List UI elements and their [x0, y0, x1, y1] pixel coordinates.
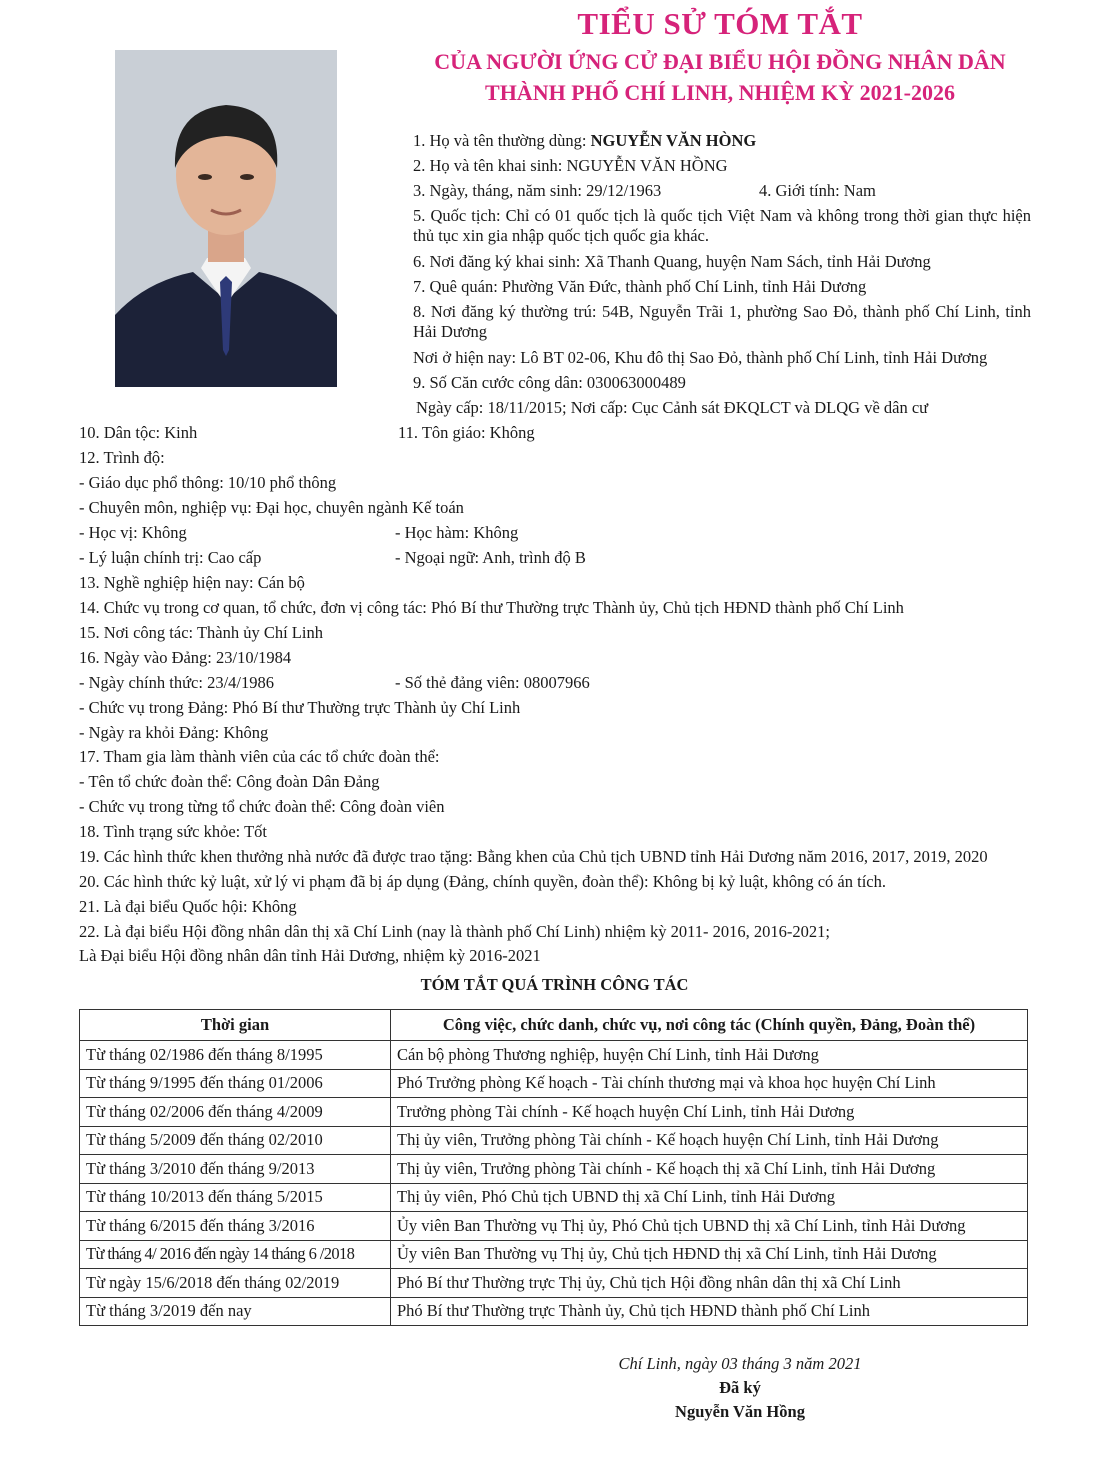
- field-birth-registration: 6. Nơi đăng ký khai sinh: Xã Thanh Quang, huyện Nam Sách, tỉnh Hải Dương: [413, 252, 931, 271]
- table-row: [80, 1240, 1028, 1269]
- table-row: [80, 1126, 1028, 1155]
- field-occupation: 13. Nghề nghiệp hiện nay: Cán bộ: [79, 573, 305, 592]
- cell-time: Từ tháng 02/2006 đến tháng 4/2009: [80, 1098, 391, 1127]
- field-gender: 4. Giới tính: Nam: [759, 181, 876, 200]
- field-academic-title: - Học hàm: Không: [395, 523, 519, 542]
- cell-job: Cán bộ phòng Thương nghiệp, huyện Chí Linh, tỉnh Hải Dương: [391, 1041, 1028, 1070]
- table-row: [80, 1041, 1028, 1070]
- cell-job: Trưởng phòng Tài chính - Kế hoạch huyện Chí Linh, tỉnh Hải Dương: [391, 1098, 1028, 1127]
- cell-time: Từ tháng 10/2013 đến tháng 5/2015: [80, 1183, 391, 1212]
- cell-job: Thị ủy viên, Trưởng phòng Tài chính - Kế hoạch huyện Chí Linh, tỉnh Hải Dương: [391, 1126, 1028, 1155]
- cell-job: Ủy viên Ban Thường vụ Thị ủy, Chủ tịch HĐND thị xã Chí Linh, tỉnh Hải Dương: [391, 1240, 1028, 1269]
- field-education: 12. Trình độ:: [79, 448, 165, 467]
- signature-status: Đã ký: [719, 1378, 761, 1397]
- field-council-delegate: 22. Là đại biểu Hội đồng nhân dân thị xã Chí Linh (nay là thành phố Chí Linh) nhiệm kỳ 2011- 2016, 2016-2021;: [79, 922, 830, 941]
- field-organization-name: - Tên tổ chức đoàn thể: Công đoàn Dân Đảng: [79, 772, 380, 791]
- cell-time: Từ tháng 4/ 2016 đến ngày 14 tháng 6 /2018: [80, 1240, 391, 1269]
- cell-job: Thị ủy viên, Trưởng phòng Tài chính - Kế hoạch thị xã Chí Linh, tỉnh Hải Dương: [391, 1155, 1028, 1184]
- cell-time: Từ ngày 15/6/2018 đến tháng 02/2019: [80, 1269, 391, 1298]
- cell-job: Phó Bí thư Thường trực Thành ủy, Chủ tịch HĐND thành phố Chí Linh: [391, 1297, 1028, 1326]
- cell-time: Từ tháng 6/2015 đến tháng 3/2016: [80, 1212, 391, 1241]
- table-row: [80, 1269, 1028, 1298]
- field-organizations: 17. Tham gia làm thành viên của các tổ chức đoàn thể:: [79, 747, 440, 766]
- field-awards: 19. Các hình thức khen thưởng nhà nước đã được trao tặng: Bằng khen của Chủ tịch UBND tỉnh Hải Dương năm 2016, 2017, 2019, 2020: [79, 847, 988, 866]
- field-provincial-delegate: Là Đại biểu Hội đồng nhân dân tỉnh Hải Dương, nhiệm kỳ 2016-2021: [79, 946, 541, 965]
- field-nationality: 5. Quốc tịch: Chỉ có 01 quốc tịch là quốc tịch Việt Nam và không trong thời gian thực hiện thủ tục xin gia nhập quốc tịch quốc gia khác.: [413, 206, 1031, 245]
- field-party-official-date: - Ngày chính thức: 23/4/1986: [79, 673, 274, 692]
- cell-job: Thị ủy viên, Phó Chủ tịch UBND thị xã Chí Linh, tỉnh Hải Dương: [391, 1183, 1028, 1212]
- field-degree: - Học vị: Không: [79, 523, 187, 542]
- field-political-theory: - Lý luận chính trị: Cao cấp: [79, 548, 262, 567]
- table-header-row: [80, 1010, 1028, 1041]
- field-position: 14. Chức vụ trong cơ quan, tổ chức, đơn vị công tác: Phó Bí thư Thường trực Thành ủy, Chủ tịch HĐND thành phố Chí Linh: [79, 598, 904, 617]
- field-workplace: 15. Nơi công tác: Thành ủy Chí Linh: [79, 623, 323, 642]
- cell-time: Từ tháng 3/2010 đến tháng 9/2013: [80, 1155, 391, 1184]
- table-row: [80, 1069, 1028, 1098]
- field-id-issue: Ngày cấp: 18/11/2015; Nơi cấp: Cục Cảnh sát ĐKQLCT và DLQG về dân cư: [416, 398, 929, 417]
- field-religion: 11. Tôn giáo: Không: [398, 423, 535, 442]
- column-header-time: Thời gian: [80, 1010, 391, 1041]
- cell-job: Phó Bí thư Thường trực Thị ủy, Chủ tịch Hội đồng nhân dân thị xã Chí Linh: [391, 1269, 1028, 1298]
- work-history-heading: TÓM TẮT QUÁ TRÌNH CÔNG TÁC: [420, 975, 689, 994]
- field-birth-date: 3. Ngày, tháng, năm sinh: 29/12/1963: [413, 181, 662, 200]
- signature-name: Nguyễn Văn Hồng: [675, 1402, 805, 1421]
- field-profession: - Chuyên môn, nghiệp vụ: Đại học, chuyên ngành Kế toán: [79, 498, 464, 517]
- field-national-assembly: 21. Là đại biểu Quốc hội: Không: [79, 897, 297, 916]
- field-current-residence: Nơi ở hiện nay: Lô BT 02-06, Khu đô thị Sao Đỏ, thành phố Chí Linh, tỉnh Hải Dương: [413, 348, 988, 367]
- field-common-name: 1. Họ và tên thường dùng: NGUYỄN VĂN HÒNG: [413, 131, 757, 150]
- field-ethnicity: 10. Dân tộc: Kinh: [79, 423, 198, 442]
- cell-time: Từ tháng 9/1995 đến tháng 01/2006: [80, 1069, 391, 1098]
- field-foreign-language: - Ngoại ngữ: Anh, trình độ B: [395, 548, 586, 567]
- field-health: 18. Tình trạng sức khỏe: Tốt: [79, 822, 267, 841]
- signature-place-date: Chí Linh, ngày 03 tháng 3 năm 2021: [618, 1354, 862, 1373]
- table-row: [80, 1155, 1028, 1184]
- field-party-leave: - Ngày ra khỏi Đảng: Không: [79, 723, 269, 742]
- column-header-job: Công việc, chức danh, chức vụ, nơi công tác (Chính quyền, Đảng, Đoàn thể): [391, 1010, 1028, 1041]
- table-row: [80, 1297, 1028, 1326]
- document-subtitle-1: CỦA NGƯỜI ỨNG CỬ ĐẠI BIỂU HỘI ĐỒNG NHÂN DÂN: [434, 49, 1006, 74]
- table-row: [80, 1183, 1028, 1212]
- table-row: [80, 1212, 1028, 1241]
- field-discipline: 20. Các hình thức kỷ luật, xử lý vi phạm đã bị áp dụng (Đảng, chính quyền, đoàn thể): Không bị kỷ luật, không có án tích.: [79, 872, 886, 891]
- field-party-card: - Số thẻ đảng viên: 08007966: [395, 673, 590, 692]
- cell-job: Phó Trưởng phòng Kế hoạch - Tài chính thương mại và khoa học huyện Chí Linh: [391, 1069, 1028, 1098]
- field-general-education: - Giáo dục phổ thông: 10/10 phổ thông: [79, 473, 337, 492]
- table-row: [80, 1098, 1028, 1127]
- document-title: TIỂU SỬ TÓM TẮT: [577, 6, 863, 41]
- cell-time: Từ tháng 3/2019 đến nay: [80, 1297, 391, 1326]
- cell-job: Ủy viên Ban Thường vụ Thị ủy, Phó Chủ tịch UBND thị xã Chí Linh, tỉnh Hải Dương: [391, 1212, 1028, 1241]
- work-history-table: [79, 1009, 1028, 1326]
- document-subtitle-2: THÀNH PHỐ CHÍ LINH, NHIỆM KỲ 2021-2026: [485, 80, 955, 105]
- portrait-photo: [115, 50, 337, 387]
- field-id-number: 9. Số Căn cước công dân: 030063000489: [413, 373, 686, 392]
- field-permanent-residence: 8. Nơi đăng ký thường trú: 54B, Nguyễn Trãi 1, phường Sao Đỏ, thành phố Chí Linh, tỉnh Hải Dương: [413, 302, 1031, 341]
- field-organization-role: - Chức vụ trong từng tổ chức đoàn thể: Công đoàn viên: [79, 797, 445, 816]
- cell-time: Từ tháng 02/1986 đến tháng 8/1995: [80, 1041, 391, 1070]
- field-birth-name: 2. Họ và tên khai sinh: NGUYỄN VĂN HỒNG: [413, 156, 728, 175]
- field-hometown: 7. Quê quán: Phường Văn Đức, thành phố Chí Linh, tỉnh Hải Dương: [413, 277, 867, 296]
- field-party-position: - Chức vụ trong Đảng: Phó Bí thư Thường trực Thành ủy Chí Linh: [79, 698, 521, 717]
- cell-time: Từ tháng 5/2009 đến tháng 02/2010: [80, 1126, 391, 1155]
- field-party-join-date: 16. Ngày vào Đảng: 23/10/1984: [79, 648, 292, 667]
